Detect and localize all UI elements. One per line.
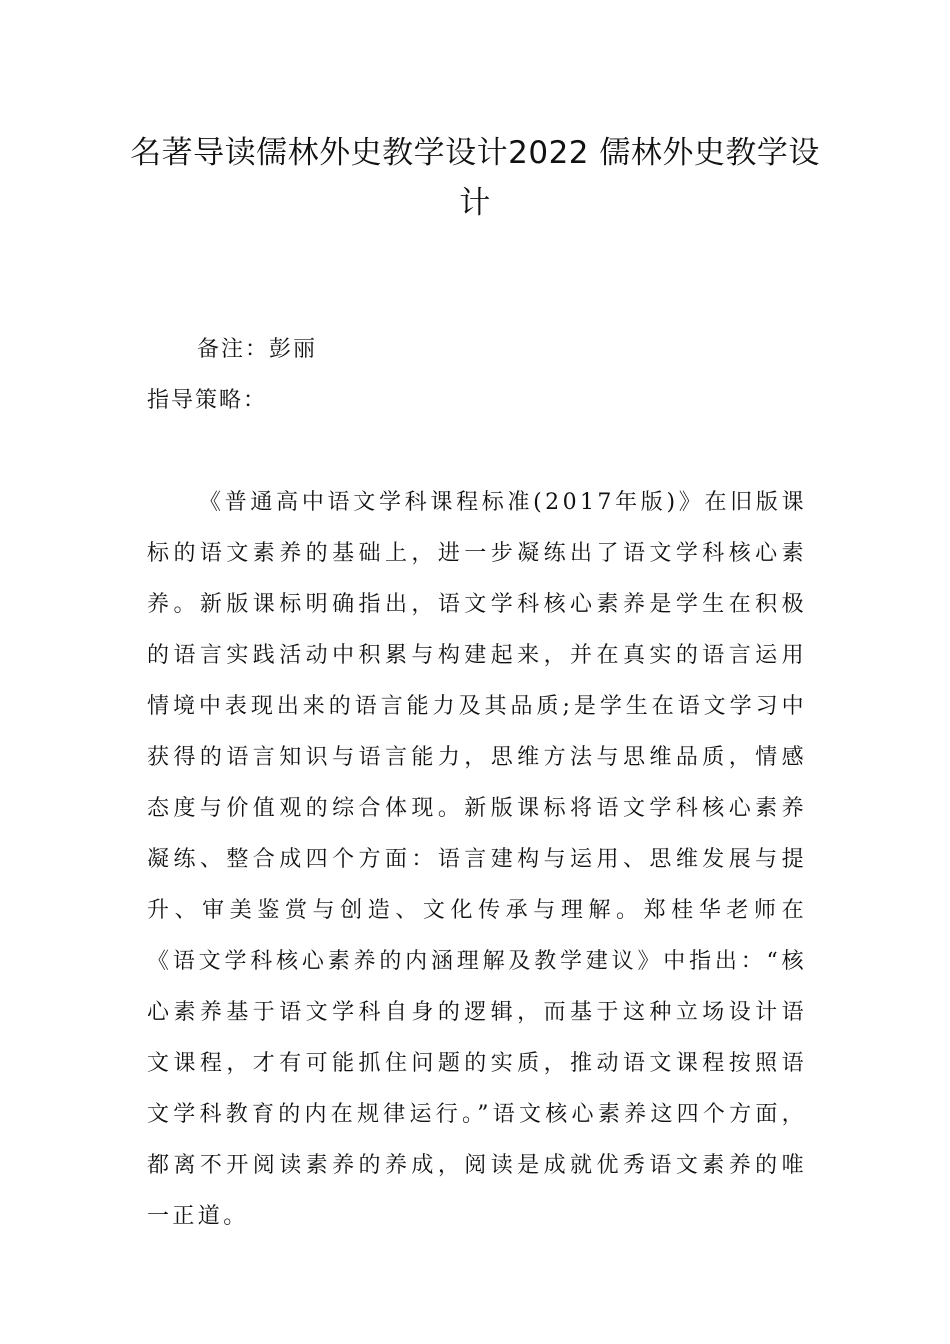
document-title: 名著导读儒林外史教学设计2022 儒林外史教学设计: [130, 135, 820, 221]
body-paragraph: 《普通高中语文学科课程标准(2017年版)》在旧版课标的语文素养的基础上，进一步凝练出了语文学科核心素养。新版课标明确指出，语文学科核心素养是学生在积极的语言实践活动中积累与构建起来，并在真实的语言运用情境中表现出来的语言能力及其品质;是学生在语文学习中获得的语言知识与语言能力，思维方法与思维品质，情感态度与价值观的综合体现。新版课标将语文学科核心素养凝练、整合成四个方面：语言建构与运用、思维发展与提升、审美鉴赏与创造、文化传承与理解。郑桂华老师在《语文学科核心素养的内涵理解及教学建议》中指出：“核心素养基于语文学科自身的逻辑，而基于这种立场设计语文课程，才有可能抓住问题的实质，推动语文课程按照语文学科教育的内在规律运行。”语文核心素养这四个方面，都离不开阅读素养的养成，阅读是成就优秀语文素养的唯一正道。: [147, 490, 807, 1229]
note-line: 备注：彭丽: [197, 337, 318, 362]
strategy-heading: 指导策略：: [147, 388, 268, 413]
